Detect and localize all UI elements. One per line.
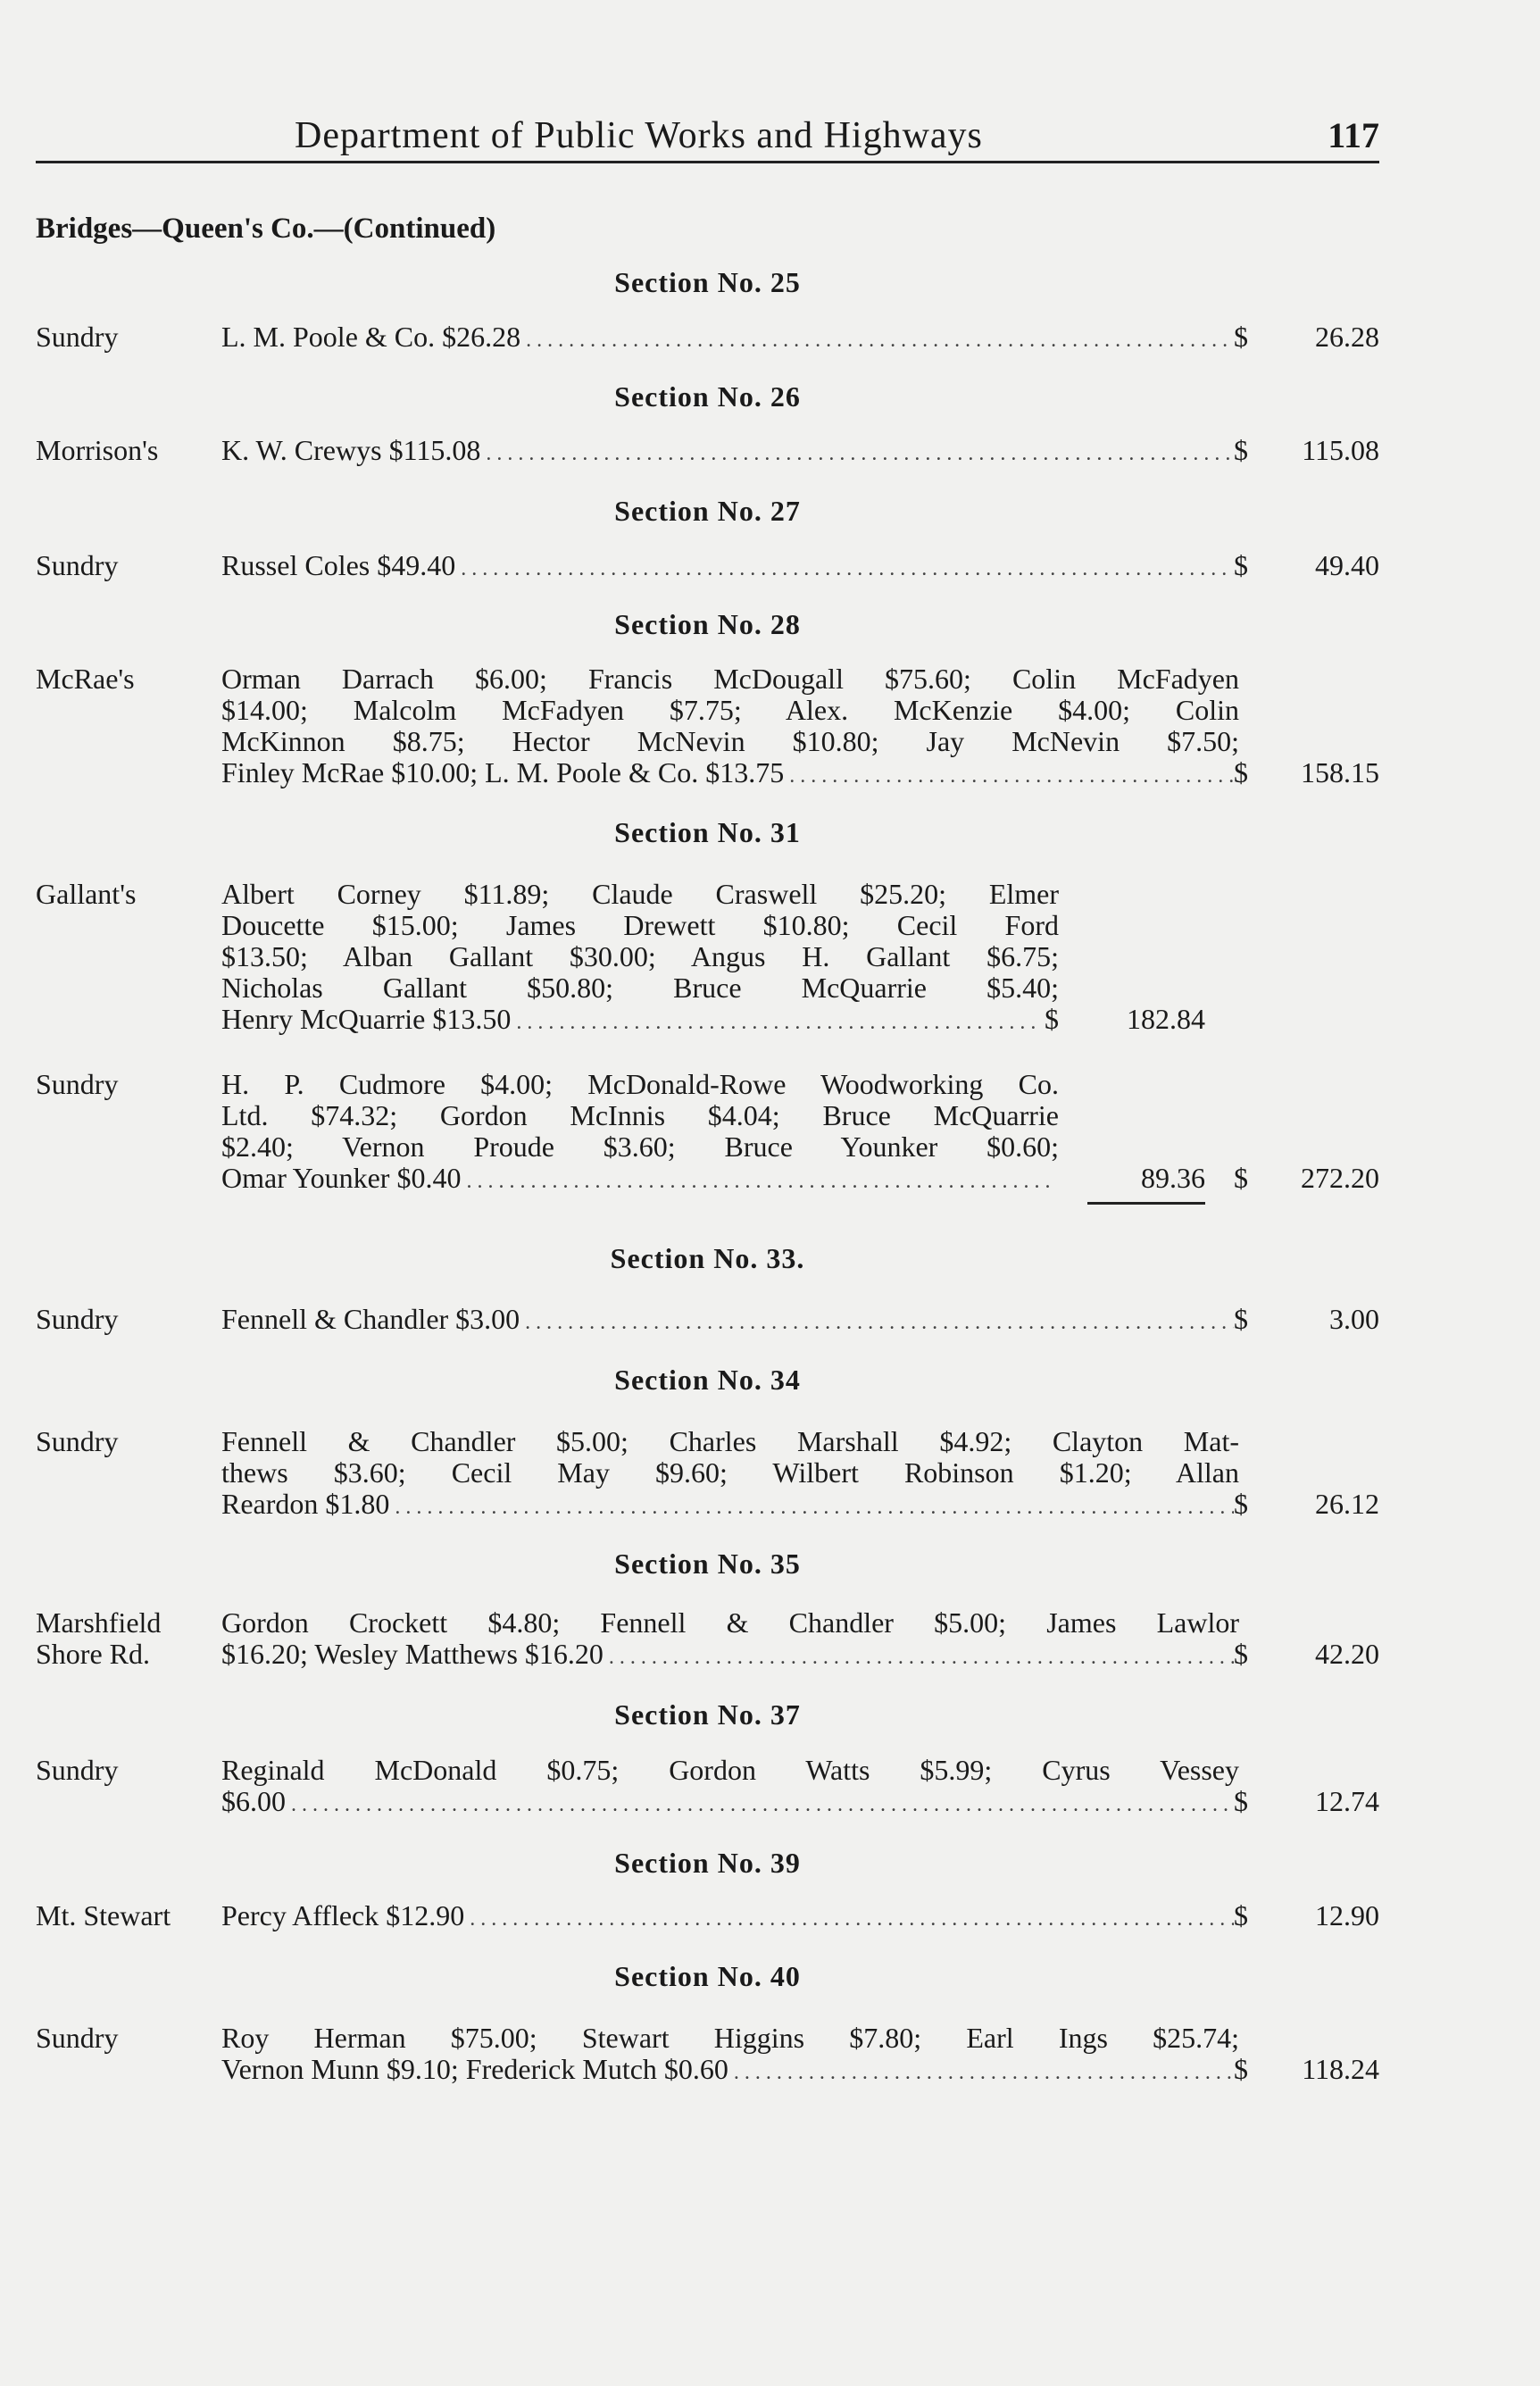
entry-line-text: $6.00 [221,1785,286,1817]
dot-leader [526,321,1234,353]
total-amount: 118.24 [1302,2053,1379,2085]
total-amount: 158.15 [1301,756,1379,788]
total-dollar-sign: $ [1234,1488,1248,1520]
location-line: Morrison's [36,434,159,466]
dot-leader [516,1004,1039,1035]
entry-line [221,1786,1239,1817]
section-title: Section No. 25 [614,266,801,298]
entry-line: $13.50; Alban Gallant $30.00; Angus H. Gallant $6.75; [221,940,1059,972]
subtotal-amount: 182.84 [1127,1003,1205,1035]
total-amount: 115.08 [1302,434,1379,466]
dot-leader [291,1786,1234,1817]
total-amount: 272.20 [1301,1162,1379,1194]
entry-text [221,1900,1239,1931]
location-line: Marshfield [36,1606,162,1639]
total-amount: 12.74 [1315,1785,1379,1817]
location-line: Sundry [36,549,119,581]
entry-text [221,550,1239,581]
section-title: Section No. 40 [614,1960,801,1992]
location-line: Sundry [36,2022,119,2054]
dot-leader [734,2054,1234,2085]
entry-line: Nicholas Gallant $50.80; Bruce McQuarrie $5.40; [221,972,1059,1004]
entry-line: McKinnon $8.75; Hector McNevin $10.80; Jay McNevin $7.50; [221,725,1239,757]
entry-line: Orman Darrach $6.00; Francis McDougall $75.60; Colin McFadyen [221,663,1239,695]
subtotal-rule [1087,1202,1205,1205]
entry-text [221,435,1239,466]
section-title: Section No. 39 [614,1847,801,1879]
entry-text [221,1069,1059,1194]
entry-line-text: Reardon $1.80 [221,1488,390,1520]
entry-line: Fennell & Chandler $5.00; Charles Marshall $4.92; Clayton Mat- [221,1425,1239,1457]
location-label [36,1304,219,1335]
entry-line [221,1900,1239,1931]
dot-leader [486,435,1234,466]
location-label [36,321,219,353]
dot-leader [466,1163,1053,1194]
entry-text [221,663,1239,788]
entry-line-text: $16.20; Wesley Matthews $16.20 [221,1638,604,1670]
entry-line-text: Fennell & Chandler $3.00 [221,1303,520,1335]
entry-line-text: Omar Younker $0.40 [221,1162,462,1194]
entry-line [221,321,1239,353]
entry-line: Ltd. $74.32; Gordon McInnis $4.04; Bruce McQuarrie [221,1099,1059,1131]
entry-line: Albert Corney $11.89; Claude Craswell $25.20; Elmer [221,878,1059,910]
entry-text [221,321,1239,353]
entry-line-text: K. W. Crewys $115.08 [221,434,481,466]
location-line: Sundry [36,1068,119,1100]
entry-line: Roy Herman $75.00; Stewart Higgins $7.80; Earl Ings $25.74; [221,2022,1239,2054]
entry-text [221,879,1059,1035]
entry-line-text: Henry McQuarrie $13.50 [221,1003,512,1035]
location-label [36,435,219,466]
location-label [36,1069,219,1100]
entry-line [221,550,1239,581]
entry-line: Reginald McDonald $0.75; Gordon Watts $5.99; Cyrus Vessey [221,1754,1239,1786]
location-label [36,550,219,581]
section-title: Section No. 37 [614,1698,801,1731]
entry-line: $2.40; Vernon Proude $3.60; Bruce Younker $0.60; [221,1130,1059,1163]
entry-line [221,435,1239,466]
location-line: Sundry [36,1754,119,1786]
entry-line: Doucette $15.00; James Drewett $10.80; Cecil Ford [221,909,1059,941]
entry-line: $14.00; Malcolm McFadyen $7.75; Alex. McKenzie $4.00; Colin [221,694,1239,726]
section-title: Section No. 31 [614,816,801,848]
location-label [36,663,219,695]
section-title: Section No. 28 [614,608,801,640]
subtotal-amount: 89.36 [1141,1162,1205,1194]
dot-leader [461,550,1234,581]
total-dollar-sign: $ [1234,2053,1248,2085]
dot-leader [470,1900,1234,1931]
entry-line-text: Russel Coles $49.40 [221,549,456,581]
entry-line: thews $3.60; Cecil May $9.60; Wilbert Robinson $1.20; Allan [221,1456,1239,1489]
entry-line [221,757,1239,788]
total-amount: 49.40 [1315,549,1379,581]
location-label [36,1755,219,1786]
location-label [36,2023,219,2054]
entry-line [221,1304,1239,1335]
entry-text [221,2023,1239,2085]
dot-leader [525,1304,1234,1335]
total-dollar-sign: $ [1234,1899,1248,1931]
total-amount: 26.12 [1315,1488,1379,1520]
subheading: Bridges—Queen's Co.—(Continued) [36,213,496,245]
entry-line [221,1163,1059,1194]
page-number: 117 [1328,115,1379,155]
entry-text [221,1755,1239,1817]
total-dollar-sign: $ [1234,549,1248,581]
total-dollar-sign: $ [1234,1162,1248,1194]
entry-text [221,1426,1239,1520]
total-amount: 12.90 [1315,1899,1379,1931]
section-title: Section No. 27 [614,495,801,527]
location-line: Sundry [36,1303,119,1335]
entry-line [221,1489,1239,1520]
total-dollar-sign: $ [1234,756,1248,788]
total-dollar-sign: $ [1234,1303,1248,1335]
dot-leader [609,1639,1234,1670]
subtotal-dollar: $ [1045,1003,1059,1035]
total-dollar-sign: $ [1234,434,1248,466]
page-header [36,111,1379,163]
entry-line-text: Finley McRae $10.00; L. M. Poole & Co. $13.75 [221,756,785,788]
location-line: Gallant's [36,878,137,910]
total-dollar-sign: $ [1234,1638,1248,1670]
entry-line [221,1004,1059,1035]
location-label [36,1607,219,1670]
section-title: Section No. 35 [614,1548,801,1580]
location-line: McRae's [36,663,135,695]
running-title: Department of Public Works and Highways [295,115,983,156]
location-line: Sundry [36,321,119,353]
total-amount: 3.00 [1329,1303,1379,1335]
document-page [36,0,1379,2386]
dot-leader [395,1489,1234,1520]
section-title: Section No. 26 [614,380,801,413]
entry-line: Gordon Crockett $4.80; Fennell & Chandler $5.00; James Lawlor [221,1606,1239,1639]
entry-text [221,1304,1239,1335]
total-amount: 42.20 [1315,1638,1379,1670]
location-label [36,879,219,910]
dot-leader [789,757,1234,788]
entry-line-text: Vernon Munn $9.10; Frederick Mutch $0.60 [221,2053,728,2085]
total-dollar-sign: $ [1234,1785,1248,1817]
entry-text [221,1607,1239,1670]
section-title: Section No. 34 [614,1364,801,1396]
location-line: Shore Rd. [36,1638,150,1670]
total-dollar-sign: $ [1234,321,1248,353]
location-label [36,1426,219,1457]
entry-line-text: L. M. Poole & Co. $26.28 [221,321,521,353]
location-label [36,1900,219,1931]
location-line: Sundry [36,1425,119,1457]
location-line: Mt. Stewart [36,1899,171,1931]
entry-line [221,1639,1239,1670]
entry-line: H. P. Cudmore $4.00; McDonald-Rowe Woodworking Co. [221,1068,1059,1100]
entry-line-text: Percy Affleck $12.90 [221,1899,465,1931]
section-title: Section No. 33. [610,1242,805,1274]
entry-line [221,2054,1239,2085]
total-amount: 26.28 [1315,321,1379,353]
